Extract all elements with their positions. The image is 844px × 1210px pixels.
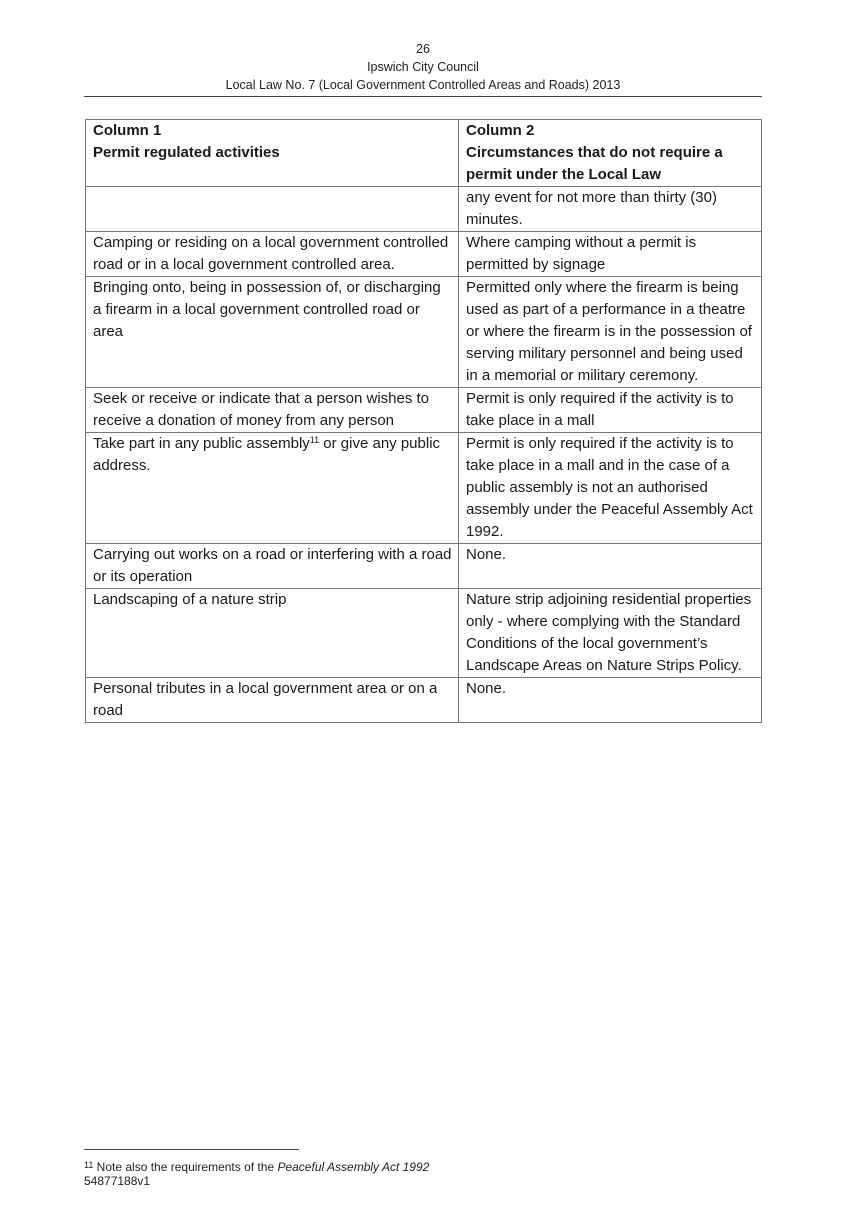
page-number: 26 bbox=[416, 42, 430, 56]
circumstance-cell: Where camping without a permit is permitted by signage bbox=[459, 232, 762, 277]
column-1-label: Column 1 bbox=[93, 122, 162, 139]
permit-table bbox=[85, 119, 762, 723]
footnote-act-title: Peaceful Assembly Act 1992 bbox=[277, 1160, 430, 1174]
circumstance-cell: Nature strip adjoining residential properties only - where complying with the Standard Conditions of the local government’s Landscape Areas on Nature Strips Policy. bbox=[459, 589, 762, 678]
footnote-text: Note also the requirements of the bbox=[93, 1160, 278, 1174]
footnote-reference[interactable]: 11 bbox=[309, 435, 320, 445]
activity-text-continued: or give any public address. bbox=[93, 435, 441, 474]
circumstance-cell: None. bbox=[459, 544, 762, 589]
column-1-header bbox=[86, 120, 459, 187]
column-2-label: Column 2 bbox=[466, 122, 535, 139]
table-header-row bbox=[86, 120, 762, 187]
column-2-header bbox=[459, 120, 762, 187]
activity-cell: Carrying out works on a road or interfering with a road or its operation bbox=[86, 544, 459, 589]
organisation-name: Ipswich City Council bbox=[367, 60, 479, 74]
table-row bbox=[86, 388, 762, 433]
table-row bbox=[86, 187, 762, 232]
circumstance-cell: Permit is only required if the activity is to take place in a mall bbox=[459, 388, 762, 433]
footnote bbox=[84, 1158, 429, 1175]
table-row bbox=[86, 544, 762, 589]
activity-cell: Landscaping of a nature strip bbox=[86, 589, 459, 678]
activity-cell bbox=[86, 433, 459, 544]
footnote-divider bbox=[84, 1149, 299, 1150]
table-row bbox=[86, 678, 762, 723]
activity-cell: Seek or receive or indicate that a person wishes to receive a donation of money from any person bbox=[86, 388, 459, 433]
circumstance-cell: Permitted only where the firearm is being used as part of a performance in a theatre or where the firearm is in the possession of serving military personnel and being used in a memorial or military ceremony. bbox=[459, 277, 762, 388]
header-divider bbox=[84, 96, 762, 97]
footnote-number: 11 bbox=[84, 1160, 94, 1170]
activity-cell: Bringing onto, being in possession of, or discharging a firearm in a local government controlled road or area bbox=[86, 277, 459, 388]
table-row bbox=[86, 433, 762, 544]
activity-cell bbox=[86, 187, 459, 232]
table-row bbox=[86, 589, 762, 678]
activity-text: Take part in any public assembly bbox=[93, 435, 310, 452]
circumstance-cell: Permit is only required if the activity is to take place in a mall and in the case of a public assembly is not an authorised assembly under the Peaceful Assembly Act 1992. bbox=[459, 433, 762, 544]
circumstance-cell: None. bbox=[459, 678, 762, 723]
activity-cell: Camping or residing on a local government controlled road or in a local government controlled area. bbox=[86, 232, 459, 277]
column-2-title: Circumstances that do not require a permit under the Local Law bbox=[466, 144, 723, 183]
circumstance-cell: any event for not more than thirty (30) minutes. bbox=[459, 187, 762, 232]
activity-cell: Personal tributes in a local government area or on a road bbox=[86, 678, 459, 723]
column-1-title: Permit regulated activities bbox=[93, 144, 280, 161]
document-reference: 54877188v1 bbox=[84, 1174, 151, 1188]
page-header bbox=[84, 40, 762, 94]
table-row bbox=[86, 277, 762, 388]
table-row bbox=[86, 232, 762, 277]
law-title: Local Law No. 7 (Local Government Controlled Areas and Roads) 2013 bbox=[225, 78, 621, 92]
